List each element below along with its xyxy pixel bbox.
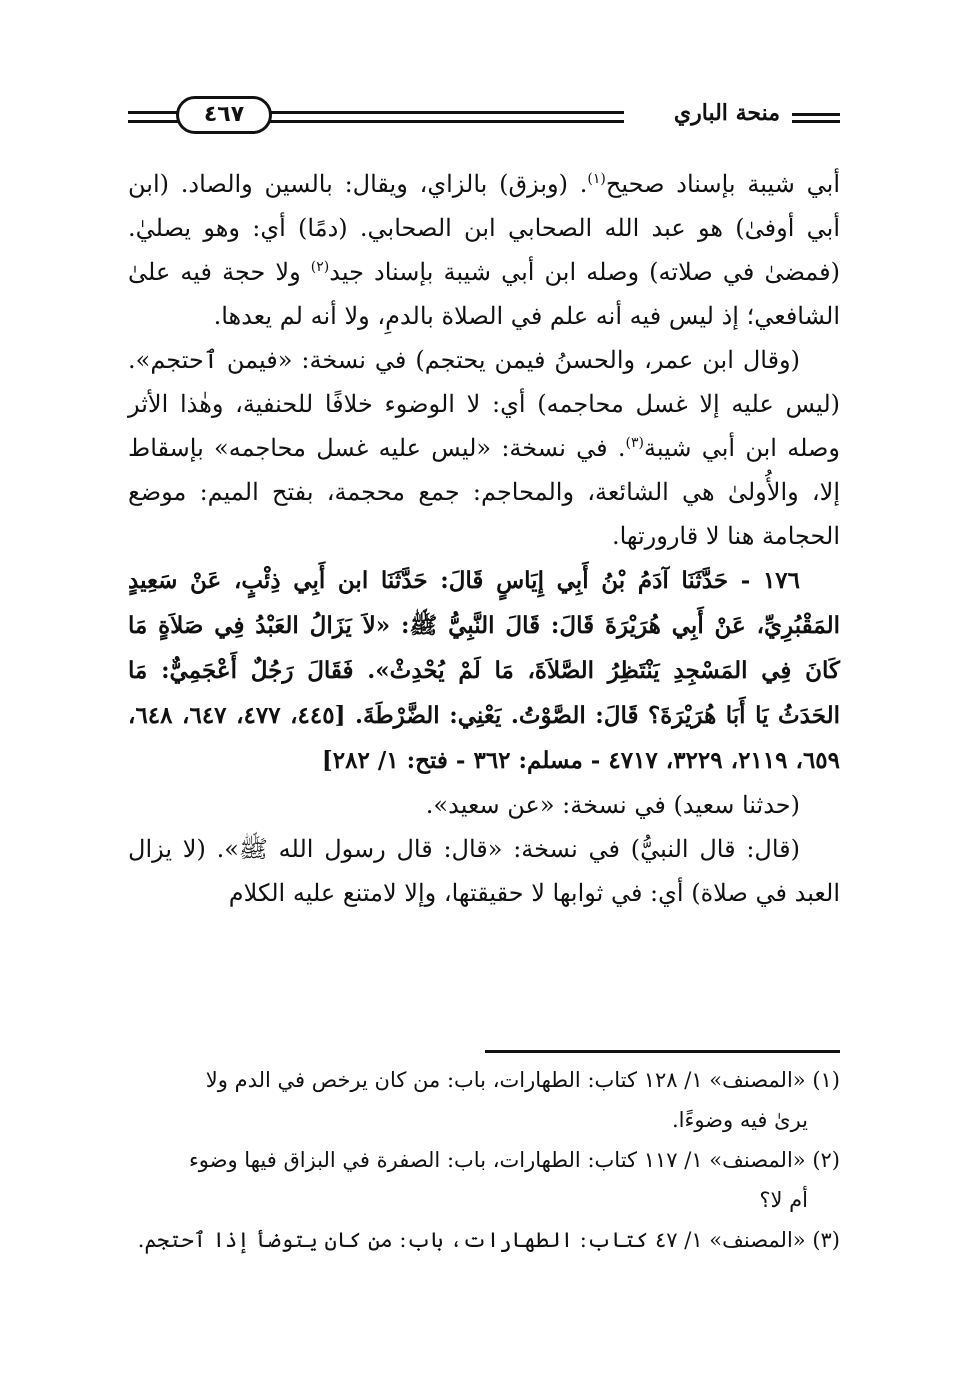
footnote-ref-1: (١) [587, 171, 606, 187]
footnote-1-continued: يرىٰ فيه وضوءًا. [671, 1108, 808, 1132]
footnote-separator [485, 1050, 840, 1053]
header-ornament-dash [792, 113, 840, 123]
footnote-2-continued: أم لا؟ [759, 1188, 808, 1212]
hadith-text: ١٧٦ - حَدَّثَنَا آدَمُ بْنُ أَبِي إِيَاسٍ قَالَ: حَدَّثَنَا ابن أَبِي ذِئْبٍ، عَنْ سَعِيدٍ المَقْبُرِيِّ، عَنْ أَبِي هُرَيْرَةَ قَالَ: قَالَ النَّبِيُّ ﷺ: «لاَ يَزَالُ العَبْدُ فِي صَلاَةٍ مَا كَانَ فِي المَسْجِدِ يَنْتَظِرُ الصَّلاَةَ، مَا لَمْ يُحْدِثْ». فَقَالَ رَجُلٌ أَعْجَمِيٌّ: مَا الحَدَثُ يَا أَبَا هُرَيْرَةَ؟ قَالَ: الصَّوْتُ. يَعْنِي: الضَّرْطَةَ. [٤٤٥، ٤٧٧، ٦٤٧، ٦٤٨، ٦٥٩، ٢١١٩، ٣٢٢٩، ٤٧١٧ - مسلم: ٣٦٢ - فتح: ١/ ٢٨٢] [128, 567, 840, 774]
main-text [128, 162, 840, 915]
paragraph-3: (حدثنا سعيد) في نسخة: «عن سعيد». [425, 791, 800, 819]
page-number-badge: ٤٦٧ [176, 96, 272, 134]
footnote-ref-3: (٣) [625, 435, 644, 451]
footnote-2: (٢) «المصنف» ١/ ١١٧ كتاب: الطهارات، باب: الصفرة في البزاق فيها وضوء [188, 1148, 840, 1172]
paragraph-1: أبي شيبة بإسناد صحيح$^{(١)}$. (وبزق) بالزاي، ويقال: بالسين والصاد. (ابن أبي أوفىٰ) هو عبد الله الصحابي ابن الصحابي. (دمًا) أي: وهو يصليٰ. (فمضىٰ في صلاته) وصله ابن أبي شيبة بإسناد جيد$^{(٢)}$ ولا حجة فيه علىٰ الشافعي؛ إذ ليس فيه أنه علم في الصلاة بالدمِ، ولا أنه لم يعدها. [128, 170, 840, 330]
paragraph-4: (قال: قال النبيُّ) في نسخة: «قال: قال رسول الله ﷺ». (لا يزال العبد في صلاة) أي: في ثوابها لا حقيقتها، وإلا لامتنع عليه الكلام [128, 835, 840, 907]
header-rule-right [264, 111, 624, 123]
footnote-3: (٣) «المصنف» ١/ ٤٧ كتاب: الطهارات، باب: من كان يتوضأ إذا ٱحتجم. [137, 1228, 840, 1252]
page-header [128, 86, 840, 146]
footnote-1: (١) «المصنف» ١/ ١٢٨ كتاب: الطهارات، باب: من كان يرخص في الدم ولا [205, 1068, 840, 1092]
paragraph-2: (وقال ابن عمر، والحسنُ فيمن يحتجم) في نسخة: «فيمن ٱحتجم». (ليس عليه إلا غسل محاجمه) أي: لا الوضوء خلافًا للحنفية، وهٰذا الأثر وصله ابن أبي شيبة$^{(٣)}$. في نسخة: «ليس عليه غسل محاجمه» بإسقاط إلا، والأُولىٰ هي الشائعة، والمحاجم: جمع محجمة، بفتح الميم: موضع الحجامة هنا لا قارورتها. [128, 346, 840, 550]
footnote-ref-2: (٢) [310, 259, 330, 275]
footnotes [128, 1060, 840, 1260]
book-title: منحة الباري [673, 100, 780, 126]
header-rule-left [128, 111, 182, 123]
